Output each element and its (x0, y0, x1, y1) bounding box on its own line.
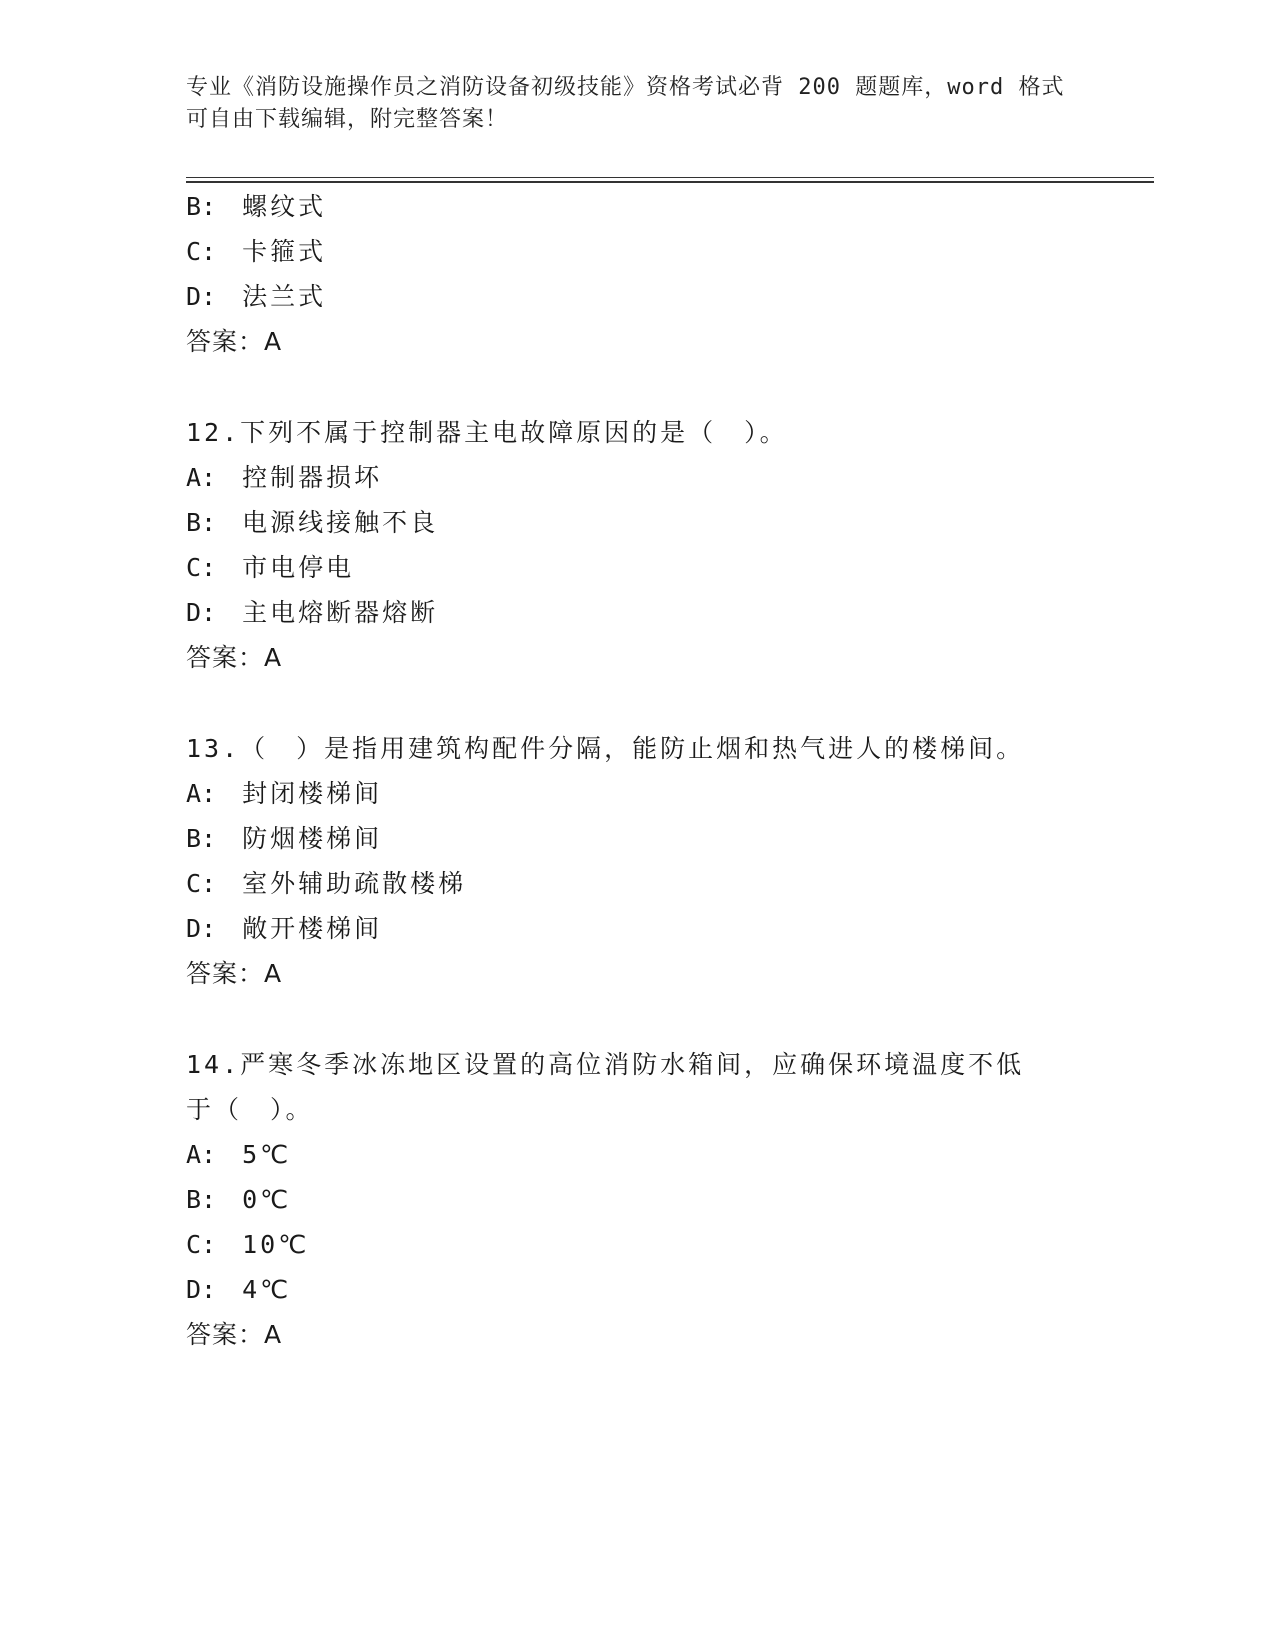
option-row (186, 229, 1086, 274)
option-text: 主电熔断器熔断 (242, 598, 439, 627)
option-row (186, 771, 1086, 816)
option-row (186, 906, 1086, 951)
header-divider-thick (186, 181, 1154, 183)
option-letter: C: (186, 1230, 217, 1259)
option-text: 敞开楼梯间 (242, 914, 383, 943)
question-text: 14.严寒冬季冰冻地区设置的高位消防水箱间，应确保环境温度不低于（ ）。 (186, 1050, 1025, 1124)
option-text: 电源线接触不良 (242, 508, 439, 537)
option-letter: D: (186, 914, 217, 943)
option-text: 卡箍式 (242, 237, 327, 266)
option-letter: C: (186, 869, 217, 898)
answer-line: 答案：A (186, 1320, 283, 1349)
option-text: 封闭楼梯间 (242, 779, 383, 808)
question-block (186, 726, 1086, 996)
header-divider (186, 177, 1154, 178)
option-letter: A: (186, 463, 217, 492)
option-row (186, 1222, 1086, 1267)
question-text: 12.下列不属于控制器主电故障原因的是（ ）。 (186, 418, 788, 447)
option-letter: A: (186, 1140, 217, 1169)
question-block (186, 1042, 1086, 1357)
option-letter: B: (186, 824, 217, 853)
option-letter: D: (186, 598, 217, 627)
answer-line: 答案：A (186, 327, 283, 356)
option-row (186, 545, 1086, 590)
option-row (186, 184, 1086, 229)
option-text: 控制器损坏 (242, 463, 383, 492)
question-list (186, 184, 1086, 1357)
option-text: 法兰式 (242, 282, 327, 311)
option-row (186, 816, 1086, 861)
option-text: 10℃ (242, 1230, 310, 1259)
option-text: 4℃ (242, 1275, 292, 1304)
question-block-continued (186, 184, 1086, 364)
option-row (186, 274, 1086, 319)
option-letter: B: (186, 192, 217, 221)
option-letter: C: (186, 553, 217, 582)
option-text: 螺纹式 (242, 192, 327, 221)
option-row (186, 1177, 1086, 1222)
option-text: 室外辅助疏散楼梯 (242, 869, 467, 898)
option-letter: B: (186, 1185, 217, 1214)
option-text: 防烟楼梯间 (242, 824, 383, 853)
answer-line: 答案：A (186, 643, 283, 672)
option-letter: C: (186, 237, 217, 266)
option-text: 市电停电 (242, 553, 355, 582)
question-text: 13.（ ）是指用建筑构配件分隔，能防止烟和热气进人的楼梯间。 (186, 734, 1025, 763)
option-letter: D: (186, 282, 217, 311)
answer-line: 答案：A (186, 959, 283, 988)
document-header: 专业《消防设施操作员之消防设备初级技能》资格考试必背 200 题题库，word 格式可自由下载编辑，附完整答案！ (186, 75, 1065, 132)
option-letter: D: (186, 1275, 217, 1304)
option-row (186, 500, 1086, 545)
option-row (186, 455, 1086, 500)
option-row (186, 1267, 1086, 1312)
option-row (186, 861, 1086, 906)
option-text: 5℃ (242, 1140, 292, 1169)
option-letter: A: (186, 779, 217, 808)
option-row (186, 590, 1086, 635)
question-block (186, 410, 1086, 680)
option-row (186, 1132, 1086, 1177)
option-text: 0℃ (242, 1185, 292, 1214)
option-letter: B: (186, 508, 217, 537)
